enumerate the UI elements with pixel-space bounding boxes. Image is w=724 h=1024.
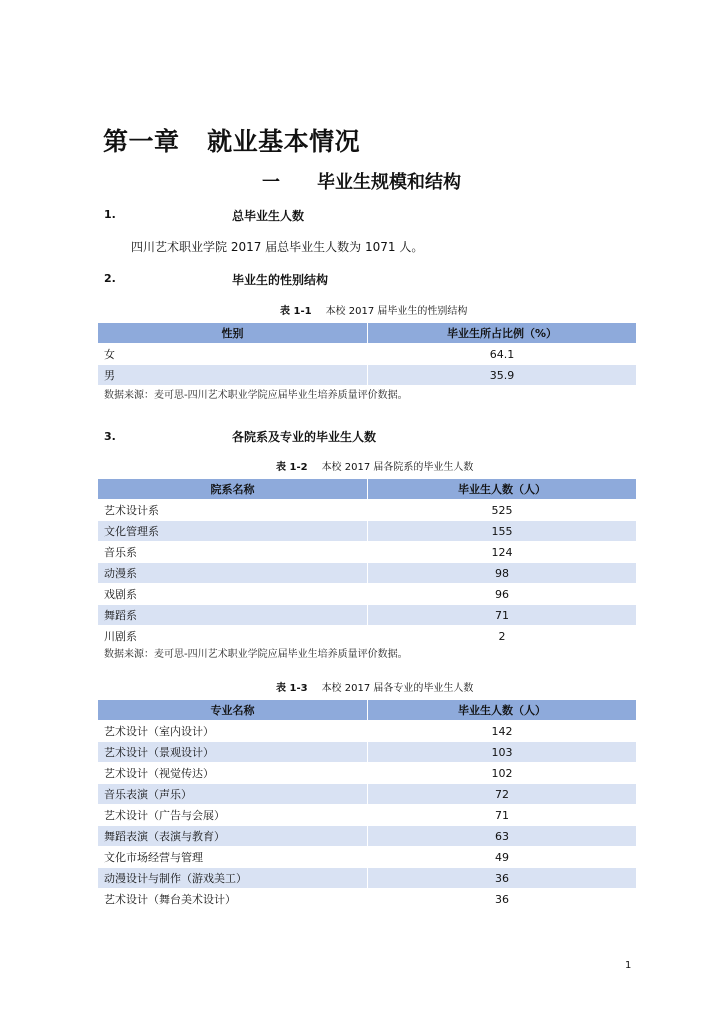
department-table [97, 478, 637, 647]
table-cell: 155 [368, 521, 637, 542]
table-cell: 36 [368, 868, 637, 889]
table-cell: 艺术设计系 [98, 500, 368, 521]
table-row [98, 847, 637, 868]
table-cell: 文化市场经营与管理 [98, 847, 368, 868]
table-header: 专业名称 [98, 700, 368, 721]
subsection-2-title: 毕业生的性别结构 [232, 273, 329, 287]
table-header: 毕业生所占比例（%） [368, 323, 637, 344]
table-header: 性别 [98, 323, 368, 344]
table-cell: 舞蹈系 [98, 605, 368, 626]
total-graduates-paragraph: 四川艺术职业学院 2017 届总毕业生人数为 1071 人。 [131, 240, 424, 254]
table-cell: 艺术设计（视觉传达） [98, 763, 368, 784]
table-row [98, 626, 637, 647]
table-cell: 63 [368, 826, 637, 847]
table-row [98, 889, 637, 910]
subsection-2-number: 2. [104, 272, 116, 285]
table-row [98, 742, 637, 763]
table-cell: 音乐表演（声乐） [98, 784, 368, 805]
table-row [98, 521, 637, 542]
table-cell: 72 [368, 784, 637, 805]
table-row [98, 365, 637, 386]
table-row [98, 584, 637, 605]
table-cell: 525 [368, 500, 637, 521]
table-row [98, 563, 637, 584]
table-cell: 71 [368, 805, 637, 826]
table-cell: 舞蹈表演（表演与教育） [98, 826, 368, 847]
table-cell: 动漫系 [98, 563, 368, 584]
table-cell: 男 [98, 365, 368, 386]
table-1-caption [280, 302, 467, 317]
table-cell: 71 [368, 605, 637, 626]
section-number: 一 [262, 172, 280, 193]
table-cell: 35.9 [368, 365, 637, 386]
table-cell: 艺术设计（广告与会展） [98, 805, 368, 826]
table-cell: 文化管理系 [98, 521, 368, 542]
table-cell: 36 [368, 889, 637, 910]
table-cell: 艺术设计（舞台美术设计） [98, 889, 368, 910]
table-cell: 艺术设计（景观设计） [98, 742, 368, 763]
table-cell: 49 [368, 847, 637, 868]
table-cell: 124 [368, 542, 637, 563]
page-number: 1 [625, 960, 632, 971]
table-cell: 96 [368, 584, 637, 605]
table-2-label: 表 1-2 [276, 462, 308, 473]
table-2-source: 数据来源：麦可思-四川艺术职业学院应届毕业生培养质量评价数据。 [104, 649, 408, 660]
table-1-caption-text: 本校 2017 届毕业生的性别结构 [325, 306, 468, 317]
table-1-label: 表 1-1 [280, 306, 312, 317]
table-cell: 2 [368, 626, 637, 647]
table-3-caption [276, 679, 473, 694]
table-cell: 98 [368, 563, 637, 584]
table-cell: 64.1 [368, 344, 637, 365]
section-title: 毕业生规模和结构 [317, 172, 461, 193]
table-header: 院系名称 [98, 479, 368, 500]
table-header: 毕业生人数（人） [368, 700, 637, 721]
table-cell: 音乐系 [98, 542, 368, 563]
gender-table [97, 322, 637, 386]
table-row [98, 605, 637, 626]
table-row [98, 784, 637, 805]
table-row [98, 542, 637, 563]
table-cell: 艺术设计（室内设计） [98, 721, 368, 742]
table-cell: 女 [98, 344, 368, 365]
chapter-title: 第一章 就业基本情况 [103, 127, 361, 156]
table-row [98, 763, 637, 784]
section-heading [262, 168, 461, 194]
table-cell: 川剧系 [98, 626, 368, 647]
table-row [98, 721, 637, 742]
table-row [98, 344, 637, 365]
subsection-1-title: 总毕业生人数 [232, 209, 305, 223]
table-2-caption [276, 458, 473, 473]
table-cell: 动漫设计与制作（游戏美工） [98, 868, 368, 889]
table-row [98, 826, 637, 847]
table-row [98, 805, 637, 826]
table-2-caption-text: 本校 2017 届各院系的毕业生人数 [321, 462, 474, 473]
table-3-caption-text: 本校 2017 届各专业的毕业生人数 [321, 683, 474, 694]
table-cell: 103 [368, 742, 637, 763]
major-table [97, 699, 637, 910]
table-cell: 102 [368, 763, 637, 784]
table-1-source: 数据来源：麦可思-四川艺术职业学院应届毕业生培养质量评价数据。 [104, 390, 408, 401]
table-3-label: 表 1-3 [276, 683, 308, 694]
table-row [98, 868, 637, 889]
table-cell: 142 [368, 721, 637, 742]
table-header: 毕业生人数（人） [368, 479, 637, 500]
table-row [98, 500, 637, 521]
subsection-1-number: 1. [104, 208, 116, 221]
subsection-3-number: 3. [104, 430, 116, 443]
table-cell: 戏剧系 [98, 584, 368, 605]
subsection-3-title: 各院系及专业的毕业生人数 [232, 430, 377, 444]
